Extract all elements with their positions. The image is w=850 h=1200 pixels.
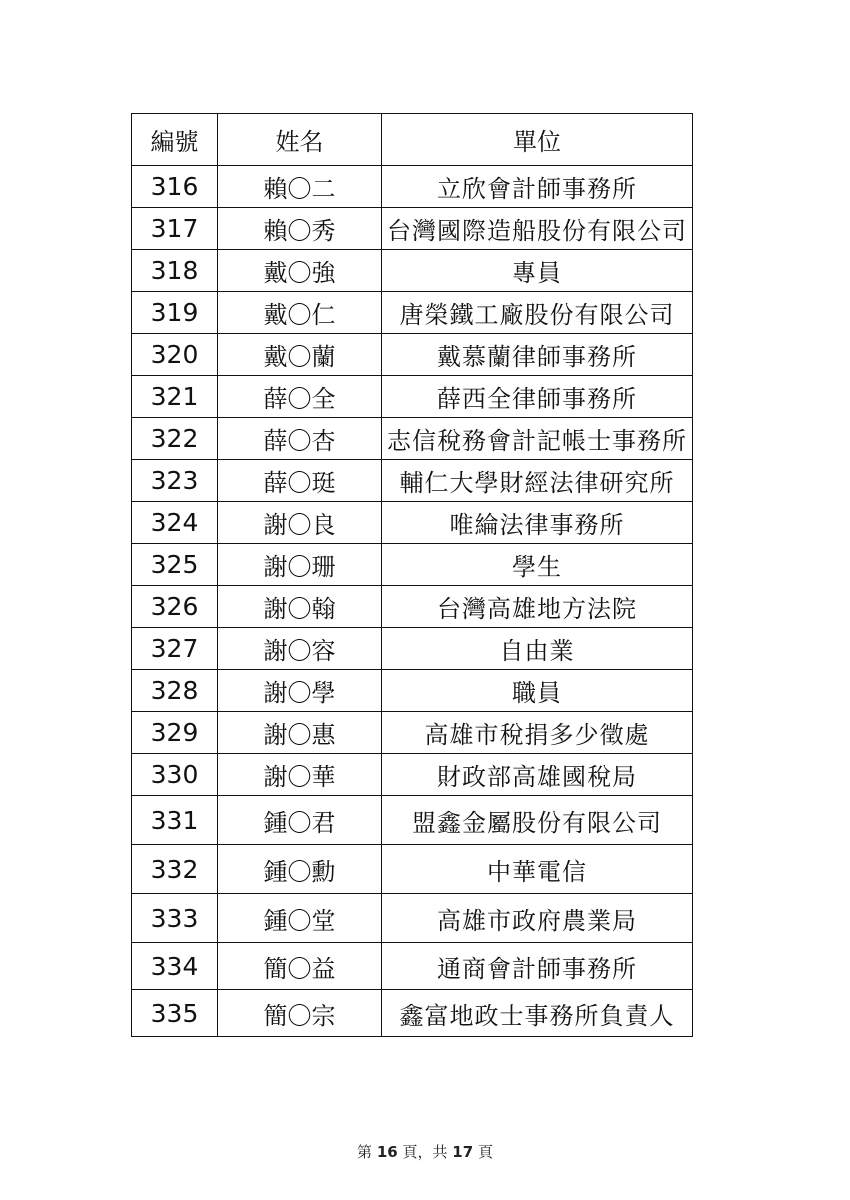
- table-row: [132, 460, 693, 502]
- row-number: 326: [132, 586, 218, 628]
- row-name: 薛〇杏: [218, 418, 382, 460]
- table-row: [132, 250, 693, 292]
- row-number: 334: [132, 943, 218, 990]
- row-number: 317: [132, 208, 218, 250]
- table-row: [132, 292, 693, 334]
- table-body: [132, 166, 693, 1037]
- page-footer: [0, 1141, 850, 1162]
- footer-total-pages: 17: [452, 1143, 474, 1161]
- row-number: 324: [132, 502, 218, 544]
- row-unit: 專員: [382, 250, 693, 292]
- row-name: 謝〇珊: [218, 544, 382, 586]
- row-name: 鍾〇君: [218, 796, 382, 845]
- row-number: 332: [132, 845, 218, 894]
- row-name: 簡〇益: [218, 943, 382, 990]
- row-unit: 台灣高雄地方法院: [382, 586, 693, 628]
- table-row: [132, 943, 693, 990]
- row-name: 謝〇華: [218, 754, 382, 796]
- row-unit: 薛西全律師事務所: [382, 376, 693, 418]
- row-number: 335: [132, 990, 218, 1037]
- row-number: 325: [132, 544, 218, 586]
- row-number: 330: [132, 754, 218, 796]
- row-name: 鍾〇堂: [218, 894, 382, 943]
- row-name: 謝〇翰: [218, 586, 382, 628]
- row-unit: 輔仁大學財經法律研究所: [382, 460, 693, 502]
- header-name: 姓名: [218, 114, 382, 166]
- row-unit: 唯綸法律事務所: [382, 502, 693, 544]
- table-header-row: [132, 114, 693, 166]
- table-row: [132, 754, 693, 796]
- footer-prefix: 第: [357, 1143, 373, 1161]
- header-unit: 單位: [382, 114, 693, 166]
- row-name: 謝〇惠: [218, 712, 382, 754]
- table-row: [132, 502, 693, 544]
- row-unit: 中華電信: [382, 845, 693, 894]
- row-unit: 唐榮鐵工廠股份有限公司: [382, 292, 693, 334]
- row-name: 戴〇強: [218, 250, 382, 292]
- row-name: 鍾〇勳: [218, 845, 382, 894]
- row-unit: 高雄市政府農業局: [382, 894, 693, 943]
- row-name: 戴〇仁: [218, 292, 382, 334]
- row-unit: 自由業: [382, 628, 693, 670]
- table-row: [132, 376, 693, 418]
- row-number: 331: [132, 796, 218, 845]
- row-number: 333: [132, 894, 218, 943]
- table-row: [132, 894, 693, 943]
- row-unit: 戴慕蘭律師事務所: [382, 334, 693, 376]
- footer-middle: 頁，共: [402, 1143, 448, 1161]
- row-name: 謝〇學: [218, 670, 382, 712]
- row-number: 327: [132, 628, 218, 670]
- row-number: 323: [132, 460, 218, 502]
- row-name: 簡〇宗: [218, 990, 382, 1037]
- table-row: [132, 208, 693, 250]
- row-name: 薛〇全: [218, 376, 382, 418]
- footer-suffix: 頁: [477, 1143, 493, 1161]
- table-row: [132, 990, 693, 1037]
- table-row: [132, 628, 693, 670]
- row-unit: 財政部高雄國稅局: [382, 754, 693, 796]
- row-name: 謝〇良: [218, 502, 382, 544]
- table-row: [132, 334, 693, 376]
- row-number: 322: [132, 418, 218, 460]
- row-unit: 高雄市稅捐多少徵處: [382, 712, 693, 754]
- row-name: 賴〇二: [218, 166, 382, 208]
- row-unit: 職員: [382, 670, 693, 712]
- row-number: 321: [132, 376, 218, 418]
- row-unit: 台灣國際造船股份有限公司: [382, 208, 693, 250]
- row-name: 賴〇秀: [218, 208, 382, 250]
- row-number: 319: [132, 292, 218, 334]
- row-number: 318: [132, 250, 218, 292]
- table-row: [132, 544, 693, 586]
- row-name: 謝〇容: [218, 628, 382, 670]
- table-row: [132, 166, 693, 208]
- row-unit: 鑫富地政士事務所負責人: [382, 990, 693, 1037]
- row-number: 320: [132, 334, 218, 376]
- table-row: [132, 670, 693, 712]
- table-row: [132, 586, 693, 628]
- row-unit: 通商會計師事務所: [382, 943, 693, 990]
- row-unit: 盟鑫金屬股份有限公司: [382, 796, 693, 845]
- footer-page-number: 16: [376, 1143, 398, 1161]
- row-unit: 志信稅務會計記帳士事務所: [382, 418, 693, 460]
- table-row: [132, 845, 693, 894]
- row-unit: 立欣會計師事務所: [382, 166, 693, 208]
- row-number: 328: [132, 670, 218, 712]
- row-unit: 學生: [382, 544, 693, 586]
- row-number: 329: [132, 712, 218, 754]
- row-name: 薛〇珽: [218, 460, 382, 502]
- table-row: [132, 796, 693, 845]
- row-name: 戴〇蘭: [218, 334, 382, 376]
- member-table: [131, 113, 693, 1037]
- table-row: [132, 418, 693, 460]
- header-number: 編號: [132, 114, 218, 166]
- row-number: 316: [132, 166, 218, 208]
- table-row: [132, 712, 693, 754]
